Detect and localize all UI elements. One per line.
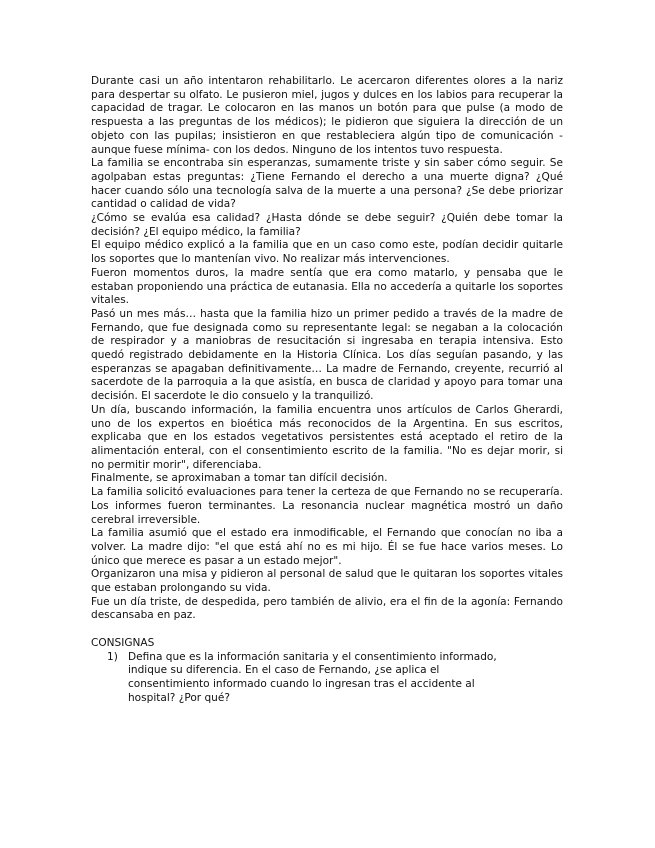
- paragraph-mother-quote: La familia asumió que el estado era inmodificable, el Fernando que conocían no iba a volver. La madre dijo: "el que está ahí no es mi hijo. Él se fue hace varios meses. Lo único que merece es pasar a un estado mejor".: [91, 527, 563, 567]
- paragraph-gherardi: Un día, buscando información, la familia encuentra unos artículos de Carlos Gherardi, uno de los expertos en bioética más reconocidos de la Argentina. En sus escritos, explicaba que en los estados vegetativos persistentes está aceptado el retiro de la alimentación enteral, con el consentimiento escrito de la familia. "No es dejar morir, si no permitir morir", diferenciaba.: [91, 403, 563, 471]
- list-item: [91, 651, 563, 706]
- list-item-text: Defina que es la información sanitaria y el consentimiento informado, indique su diferencia. En el caso de Fernando, ¿se aplica el consentimiento informado cuando lo ingresan tras el accidente al hospital? ¿Por qué?: [128, 650, 497, 704]
- document-page: [91, 75, 563, 705]
- paragraph-rehabilitation: Durante casi un año intentaron rehabilitarlo. Le acercaron diferentes olores a la nariz para despertar su olfato. Le pusieron miel, jugos y dulces en los labios para recuperar la capacidad de tragar. Le colocaron en las manos un botón para que pulse (a modo de respuesta a las preguntas de los médicos); le pidieron que siguiera la dirección de un objeto con las pupilas; insistieron en que restableciera algún tipo de comunicación -aunque fuese mínima- con los dedos. Ninguno de los intentos tuvo respuesta.: [91, 75, 563, 156]
- consignas-heading: CONSIGNAS: [91, 636, 155, 649]
- paragraph-family-questions: La familia se encontraba sin esperanzas, sumamente triste y sin saber cómo seguir. Se agolpaban estas preguntas: ¿Tiene Fernando el derecho a una muerte digna? ¿Qué hacer cuando sólo una tecnología salva de la muerte a una persona? ¿Se debe priorizar cantidad o calidad de vida?: [91, 157, 563, 211]
- paragraph-decision-near: Finalmente, se aproximaban a tomar tan difícil decisión.: [91, 472, 388, 485]
- consignas-list: [91, 651, 563, 706]
- paragraph-quality-questions: ¿Cómo se evalúa esa calidad? ¿Hasta dónde se debe seguir? ¿Quién debe tomar la decisión? ¿El equipo médico, la familia?: [91, 212, 563, 238]
- paragraph-first-request: Pasó un mes más… hasta que la familia hizo un primer pedido a través de la madre de Fernando, que fue designada como su representante legal: se negaban a la colocación de respirador y a maniobras de resucitación si ingresaba en terapia intensiva. Esto quedó registrado debidamente en la Historia Clínica. Los días seguían pasando, y las esperanzas se apagaban definitivamente… La madre de Fernando, creyente, recurrió al sacerdote de la parroquia a la que asistía, en busca de claridad y apoyo para tomar una decisión. El sacerdote le dio consuelo y la tranquilizó.: [91, 307, 563, 403]
- paragraph-farewell: Fue un día triste, de despedida, pero también de alivio, era el fin de la agonía: Fernando descansaba en paz.: [91, 595, 563, 622]
- list-item-number: 1): [107, 650, 118, 663]
- section-spacer: [91, 623, 563, 637]
- paragraph-medical-team: El equipo médico explicó a la familia que en un caso como este, podían decidir quitarle los soportes que lo mantenían vivo. No realizar más intervenciones.: [91, 239, 563, 266]
- paragraph-evaluations: La familia solicitó evaluaciones para tener la certeza de que Fernando no se recuperaría. Los informes fueron terminantes. La resonancia nuclear magnética mostró un daño cerebral irreversible.: [91, 486, 563, 526]
- paragraph-mass: Organizaron una misa y pidieron al personal de salud que le quitaran los soportes vitales que estaban prolongando su vida.: [91, 568, 563, 595]
- paragraph-hard-moments: Fueron momentos duros, la madre sentía que era como matarlo, y pensaba que le estaban proponiendo una práctica de eutanasia. Ella no accedería a quitarle los soportes vitales.: [91, 266, 563, 307]
